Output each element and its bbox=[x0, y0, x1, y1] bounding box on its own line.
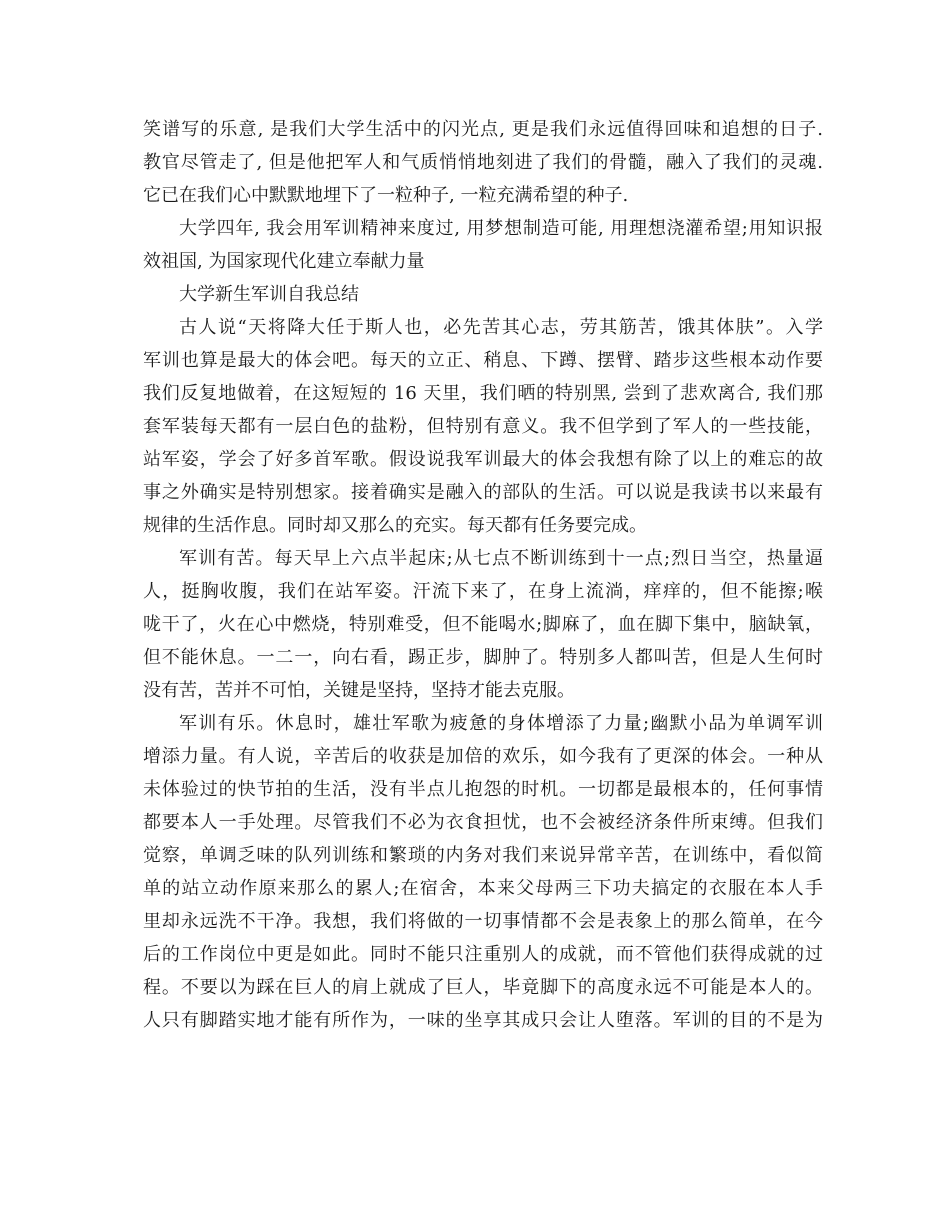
text-line: 单的站立动作原来那么的累人;在宿舍，本来父母两三下功夫搞定的衣服在本人手 bbox=[143, 878, 823, 899]
text-line: 增添力量。有人说，辛苦后的收获是加倍的欢乐，如今我有了更深的体会。一种从 bbox=[143, 746, 823, 767]
text-line: 没有苦，苦并不可怕，关键是坚持，坚持才能去克服。 bbox=[143, 680, 575, 701]
paragraph-first-line: 军训有乐。休息时，雄壮军歌为疲惫的身体增添了力量;幽默小品为单调军训 bbox=[179, 713, 823, 734]
text-line: 都要本人一手处理。尽管我们不必为衣食担忧，也不会被经济条件所束缚。但我们 bbox=[143, 812, 823, 833]
text-line: 但不能休息。一二一，向右看，踢正步，脚肿了。特别多人都叫苦，但是人生何时 bbox=[143, 647, 823, 668]
text-line: 人，挺胸收腹，我们在站军姿。汗流下来了，在身上流淌，痒痒的，但不能擦;喉 bbox=[143, 581, 823, 602]
text-line: 规律的生活作息。同时却又那么的充实。每天都有任务要完成。 bbox=[143, 515, 647, 536]
text-line: 咙干了，火在心中燃烧，特别难受，但不能喝水;脚麻了，血在脚下集中，脑缺氧， bbox=[143, 614, 823, 635]
text-line: 后的工作岗位中更是如此。同时不能只注重别人的成就，而不管他们获得成就的过 bbox=[143, 944, 823, 965]
text-line: 我们反复地做着，在这短短的 16 天里，我们晒的特别黑, 尝到了悲欢离合, 我们那 bbox=[143, 383, 823, 404]
text-line: 效祖国, 为国家现代化建立奉献力量 bbox=[143, 251, 425, 272]
text-line: 军训也算是最大的体会吧。每天的立正、稍息、下蹲、摆臂、踏步这些根本动作要 bbox=[143, 350, 823, 371]
paragraph-first-line: 军训有苦。每天早上六点半起床;从七点不断训练到十一点;烈日当空，热量逼 bbox=[179, 548, 823, 569]
text-line: 觉察，单调乏味的队列训练和繁琐的内务对我们来说异常辛苦，在训练中，看似简 bbox=[143, 845, 823, 866]
text-line: 它已在我们心中默默地埋下了一粒种子, 一粒充满希望的种子. bbox=[143, 185, 629, 206]
text-line: 里却永远洗不干净。我想，我们将做的一切事情都不会是表象上的那么简单，在今 bbox=[143, 911, 823, 932]
text-line: 笑谱写的乐意, 是我们大学生活中的闪光点, 更是我们永远值得回味和追想的日子. bbox=[143, 119, 823, 140]
paragraph-first-line: 古人说“天将降大任于斯人也，必先苦其心志，劳其筋苦，饿其体肤”。入学 bbox=[179, 317, 823, 338]
document-body bbox=[143, 113, 823, 1037]
text-line: 人只有脚踏实地才能有所作为，一味的坐享其成只会让人堕落。军训的目的不是为 bbox=[143, 1010, 823, 1031]
section-title: 大学新生军训自我总结 bbox=[179, 284, 359, 305]
text-line: 站军姿，学会了好多首军歌。假设说我军训最大的体会我想有除了以上的难忘的故 bbox=[143, 449, 823, 470]
paragraph-first-line: 大学四年, 我会用军训精神来度过, 用梦想制造可能, 用理想浇灌希望;用知识报 bbox=[179, 218, 823, 239]
text-line: 套军装每天都有一层白色的盐粉，但特别有意义。我不但学到了军人的一些技能， bbox=[143, 416, 823, 437]
text-line: 未体验过的快节拍的生活，没有半点儿抱怨的时机。一切都是最根本的，任何事情 bbox=[143, 779, 823, 800]
text-line: 事之外确实是特别想家。接着确实是融入的部队的生活。可以说是我读书以来最有 bbox=[143, 482, 823, 503]
text-line: 教官尽管走了, 但是他把军人和气质悄悄地刻进了我们的骨髓，融入了我们的灵魂. bbox=[143, 152, 823, 173]
text-line: 程。不要以为踩在巨人的肩上就成了巨人，毕竟脚下的高度永远不可能是本人的。 bbox=[143, 977, 823, 998]
